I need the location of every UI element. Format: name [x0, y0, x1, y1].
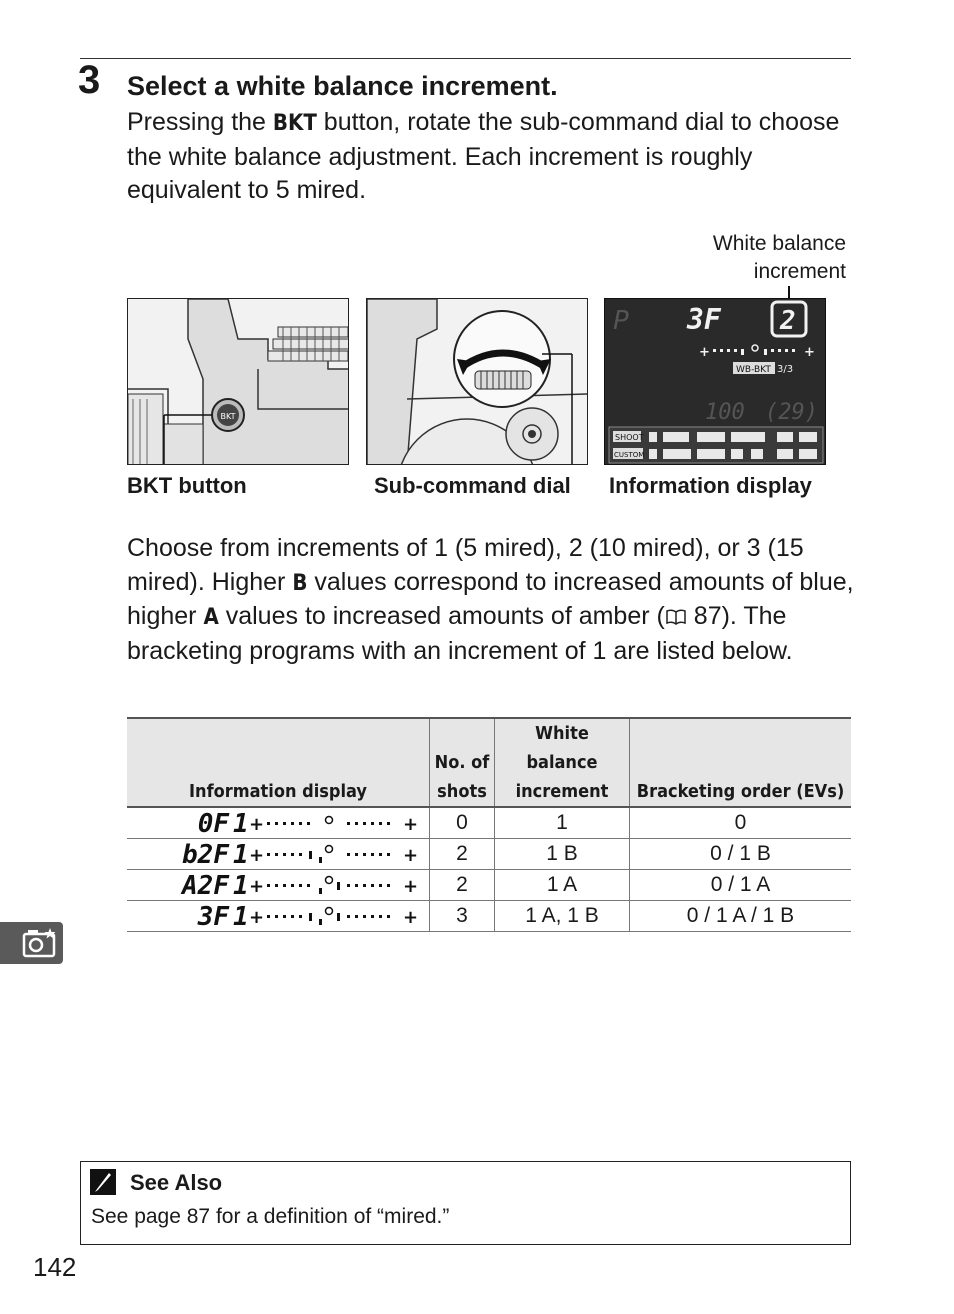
- bracketing-programs-table: [127, 717, 851, 932]
- shots-cell: 2: [430, 839, 495, 870]
- svg-text:+: +: [403, 907, 419, 928]
- lcd-display-graphic: [127, 870, 430, 901]
- lcd-display-graphic: [127, 807, 430, 839]
- table-row: [127, 870, 851, 901]
- svg-text:(29): (29): [765, 400, 818, 425]
- shots-cell: 0: [430, 807, 495, 839]
- increment-cell: 1 A, 1 B: [495, 901, 630, 932]
- svg-text:+: +: [249, 845, 265, 866]
- lcd-shoot-label: SHOOT: [615, 433, 644, 442]
- table-row: [127, 839, 851, 870]
- header-information-display: Information display: [127, 718, 430, 807]
- svg-text:+: +: [403, 845, 419, 866]
- lcd-display-graphic: [127, 839, 430, 870]
- blue-letter: B: [292, 570, 308, 596]
- shots-cell: 3: [430, 901, 495, 932]
- svg-text:100: 100: [705, 400, 745, 425]
- svg-text:1: 1: [233, 902, 249, 931]
- svg-text:+: +: [249, 907, 265, 928]
- sub-command-dial-illustration: [366, 298, 588, 465]
- see-also-text: See page 87 for a definition of “mired.”: [91, 1205, 450, 1228]
- order-cell: 0: [630, 807, 852, 839]
- svg-text:+: +: [804, 345, 815, 360]
- caption-sub-command-dial: Sub-command dial: [374, 473, 571, 498]
- step-number: 3: [78, 58, 101, 102]
- top-rule: [80, 58, 851, 59]
- svg-text:+: +: [403, 876, 419, 897]
- header-no-of-shots: No. of shots: [430, 718, 495, 807]
- svg-text:P: P: [613, 306, 629, 336]
- svg-text:1: 1: [233, 809, 249, 838]
- svg-text:+: +: [249, 876, 265, 897]
- table-row: [127, 901, 851, 932]
- step-title: Select a white balance increment.: [127, 71, 558, 101]
- lcd-row-code: b2F: [182, 840, 229, 869]
- lcd-wb-bkt-label: WB-BKT: [736, 365, 771, 375]
- lcd-custom-label: CUSTOM: [614, 451, 645, 459]
- svg-text:+: +: [249, 814, 265, 835]
- bkt-key-label: BKT: [272, 111, 317, 136]
- bkt-label-on-camera: BKT: [220, 412, 236, 421]
- header-wb-increment: White balance increment: [495, 718, 630, 807]
- lcd-display-graphic: [127, 901, 430, 932]
- bkt-button-illustration: [127, 298, 349, 465]
- lcd-wb-bkt-count: 3/3: [777, 364, 794, 375]
- caption-information-display: Information display: [609, 473, 812, 498]
- see-also-title: See Also: [130, 1170, 223, 1195]
- amber-letter: A: [203, 605, 219, 630]
- increment-cell: 1 B: [495, 839, 630, 870]
- svg-text:+: +: [403, 814, 419, 835]
- shots-cell: 2: [430, 870, 495, 901]
- header-bracketing-order: Bracketing order (EVs): [630, 718, 852, 807]
- lcd-row-code: A2F: [182, 871, 229, 900]
- lcd-increment-value: 2: [780, 306, 796, 336]
- camera-icon: [0, 922, 63, 964]
- svg-text:+: +: [699, 345, 710, 360]
- information-display-illustration: [604, 298, 826, 465]
- increment-cell: 1: [495, 807, 630, 839]
- increment-description: Choose from increments of 1 (5 mired), 2 (10 mired), or 3 (15 mired). Higher B values correspond to increased amounts of blue, higher A values to increased amounts of amber ( 87). The bracketing programs with an increment of 1 are listed below.: [127, 534, 854, 665]
- lcd-bracket-value: 3F: [687, 303, 721, 336]
- wb-increment-callout: White balance increment: [712, 232, 846, 283]
- order-cell: 0 / 1 A / 1 B: [630, 901, 852, 932]
- lcd-row-code: 3F: [197, 902, 229, 931]
- page-number: 142: [33, 1252, 77, 1282]
- order-cell: 0 / 1 A: [630, 870, 852, 901]
- svg-text:1: 1: [233, 840, 249, 869]
- pencil-check-icon: [90, 1169, 116, 1195]
- table-row: [127, 807, 851, 839]
- svg-text:1: 1: [233, 871, 249, 900]
- lcd-row-code: 0F: [197, 809, 229, 838]
- increment-cell: 1 A: [495, 870, 630, 901]
- book-reference-icon: [665, 609, 687, 625]
- step-body: Pressing the BKT button, rotate the sub-command dial to choose the white balance adjustment. Each increment is roughly equivalent to 5 mired.: [127, 108, 840, 204]
- order-cell: 0 / 1 B: [630, 839, 852, 870]
- caption-bkt-button: BKT button: [127, 473, 247, 498]
- shooting-menu-tab[interactable]: [0, 922, 63, 964]
